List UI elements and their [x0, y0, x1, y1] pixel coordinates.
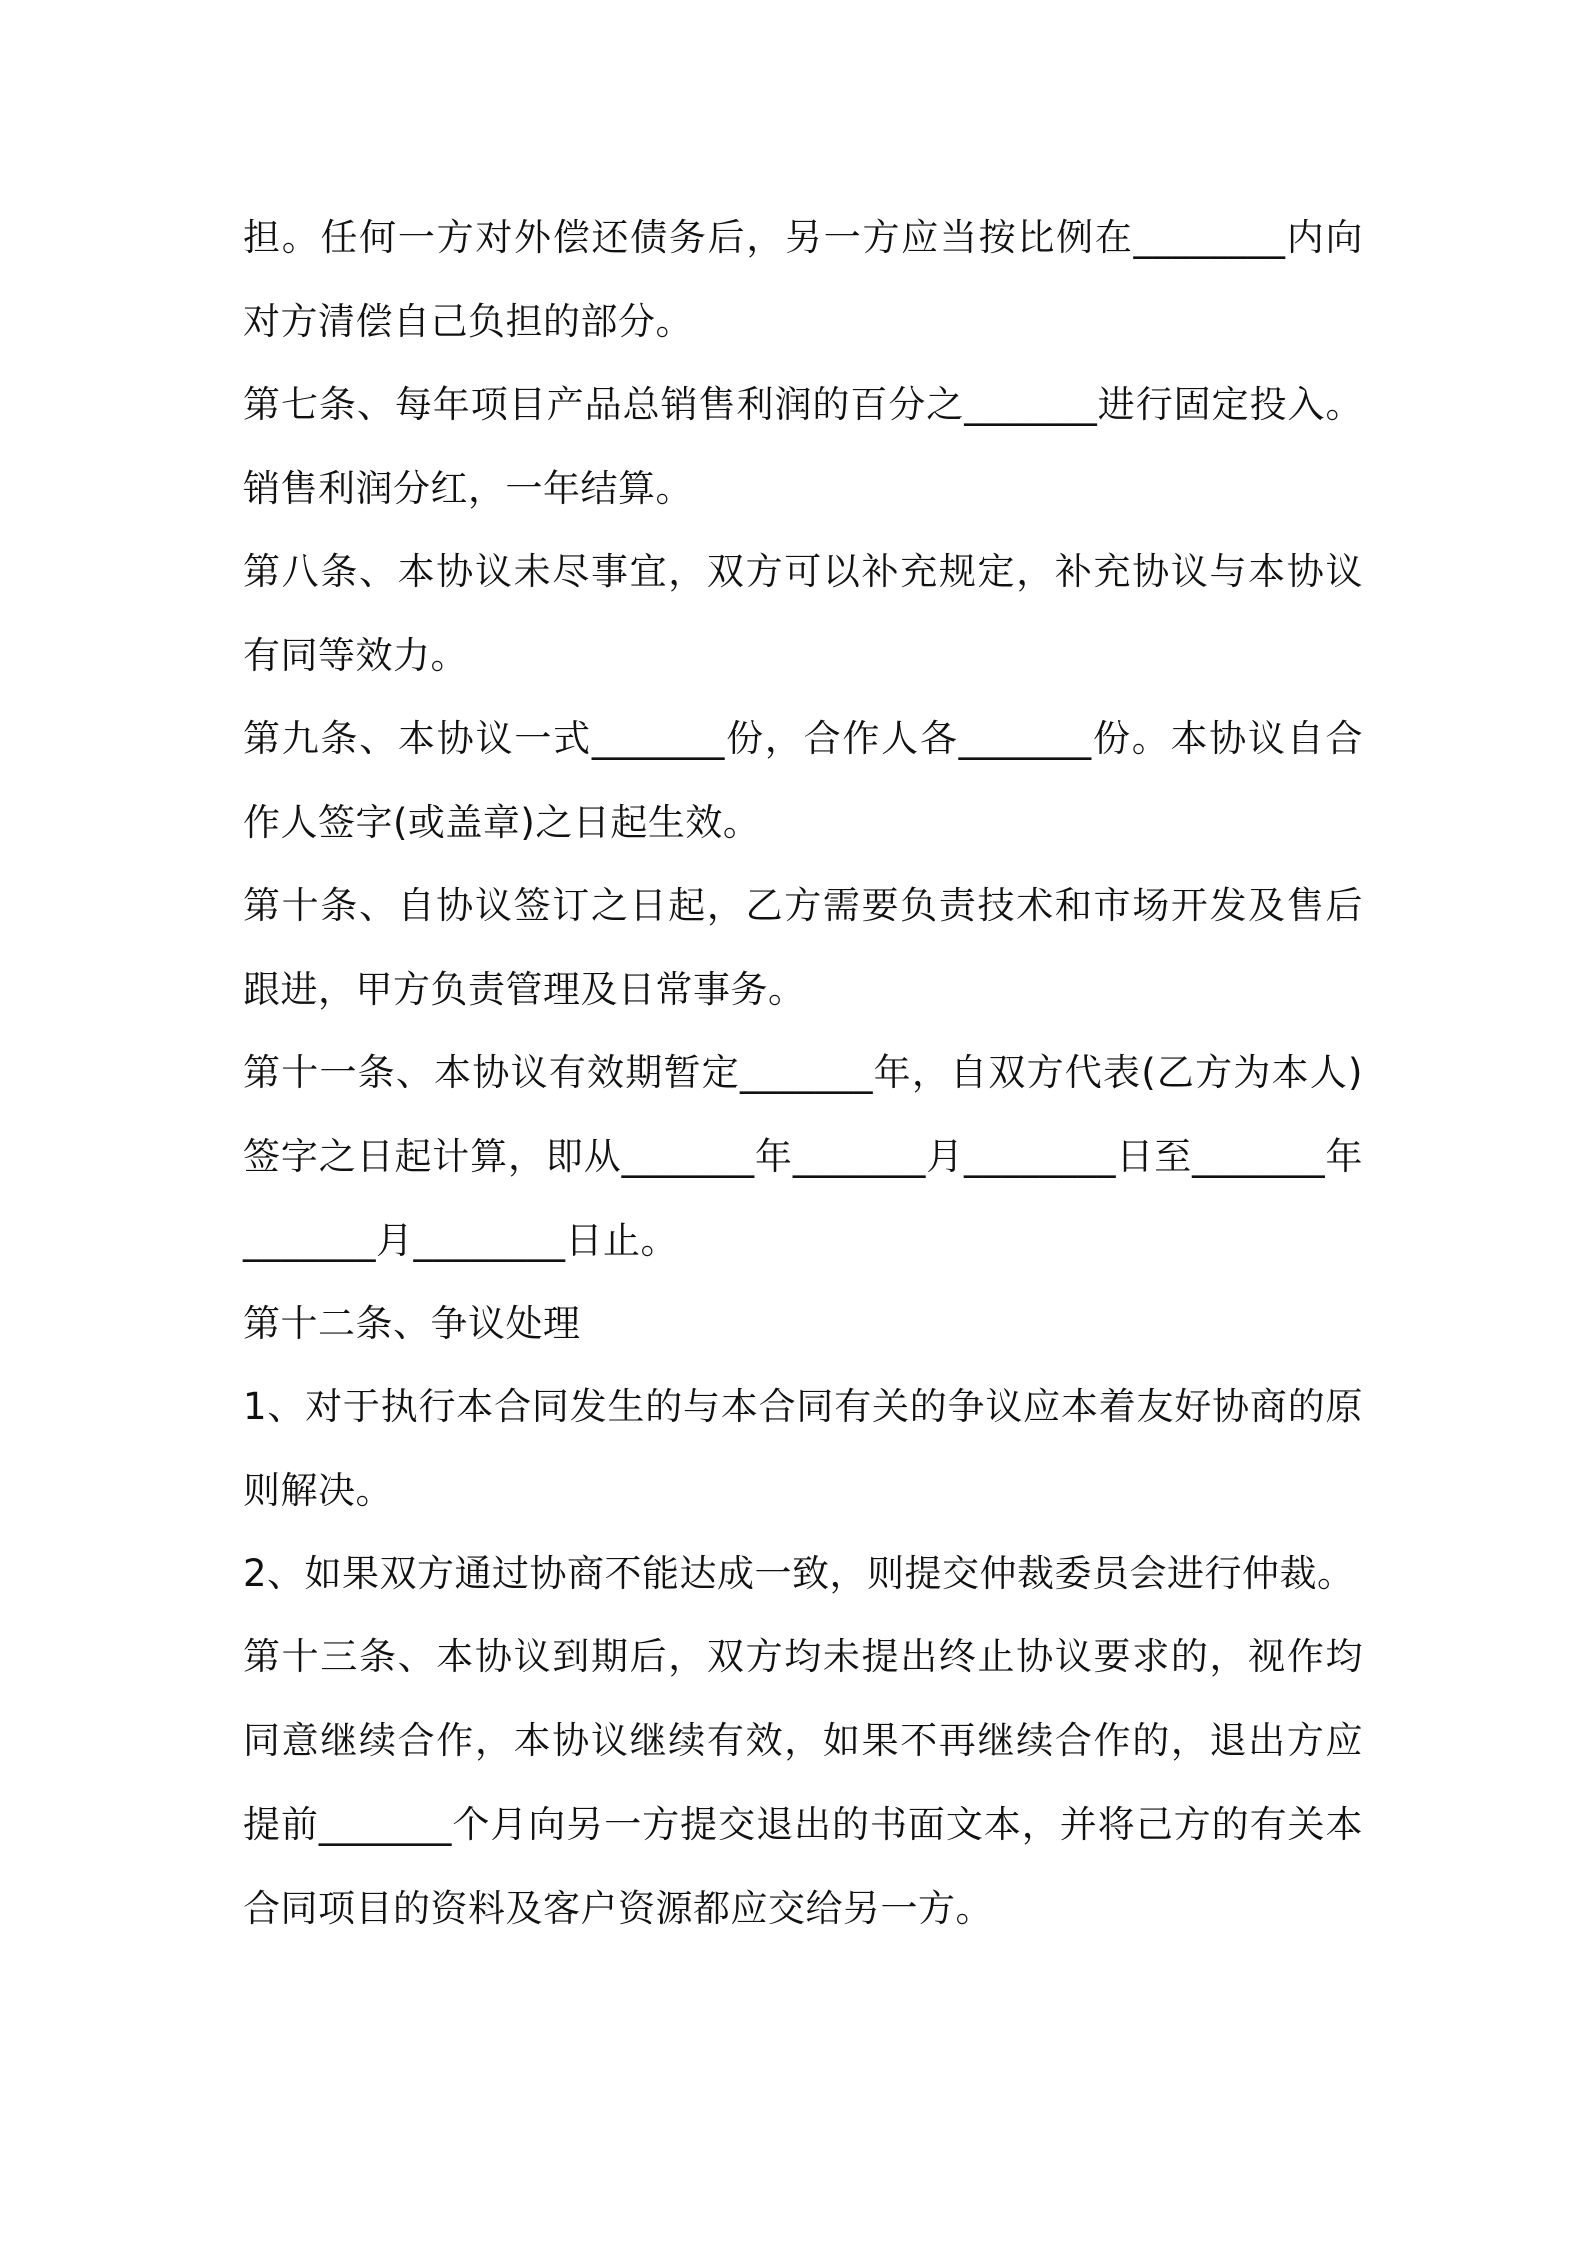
paragraph-article-8: 第八条、本协议未尽事宜，双方可以补充规定，补充协议与本协议有同等效力。: [243, 550, 1363, 677]
document-body: [243, 196, 1363, 1950]
paragraph-article-11: 第十一条、本协议有效期暂定_______年，自双方代表(乙方为本人)签字之日起计算，即从_______年_______月________日至_______年_______月________日止。: [243, 1051, 1363, 1262]
paragraph-debt-repayment: 担。任何一方对外偿还债务后，另一方应当按比例在________内向对方清偿自己负担的部分。: [243, 216, 1363, 343]
paragraph-article-7: 第七条、每年项目产品总销售利润的百分之_______进行固定投入。销售利润分红，一年结算。: [243, 383, 1363, 510]
paragraph-article-13: 第十三条、本协议到期后，双方均未提出终止协议要求的，视作均同意继续合作，本协议继续有效，如果不再继续合作的，退出方应提前_______个月向另一方提交退出的书面文本，并将己方的有关本合同项目的资料及客户资源都应交给另一方。: [243, 1635, 1363, 1930]
paragraph-article-12-heading: 第十二条、争议处理: [243, 1302, 581, 1345]
paragraph-article-9: 第九条、本协议一式_______份，合作人各_______份。本协议自合作人签字(或盖章)之日起生效。: [243, 717, 1363, 844]
paragraph-article-10: 第十条、自协议签订之日起，乙方需要负责技术和市场开发及售后跟进，甲方负责管理及日常事务。: [243, 884, 1363, 1011]
paragraph-article-12-item-1: 1、对于执行本合同发生的与本合同有关的争议应本着友好协商的原则解决。: [243, 1385, 1363, 1512]
paragraph-article-12-item-2: 2、如果双方通过协商不能达成一致，则提交仲裁委员会进行仲裁。: [243, 1552, 1355, 1595]
